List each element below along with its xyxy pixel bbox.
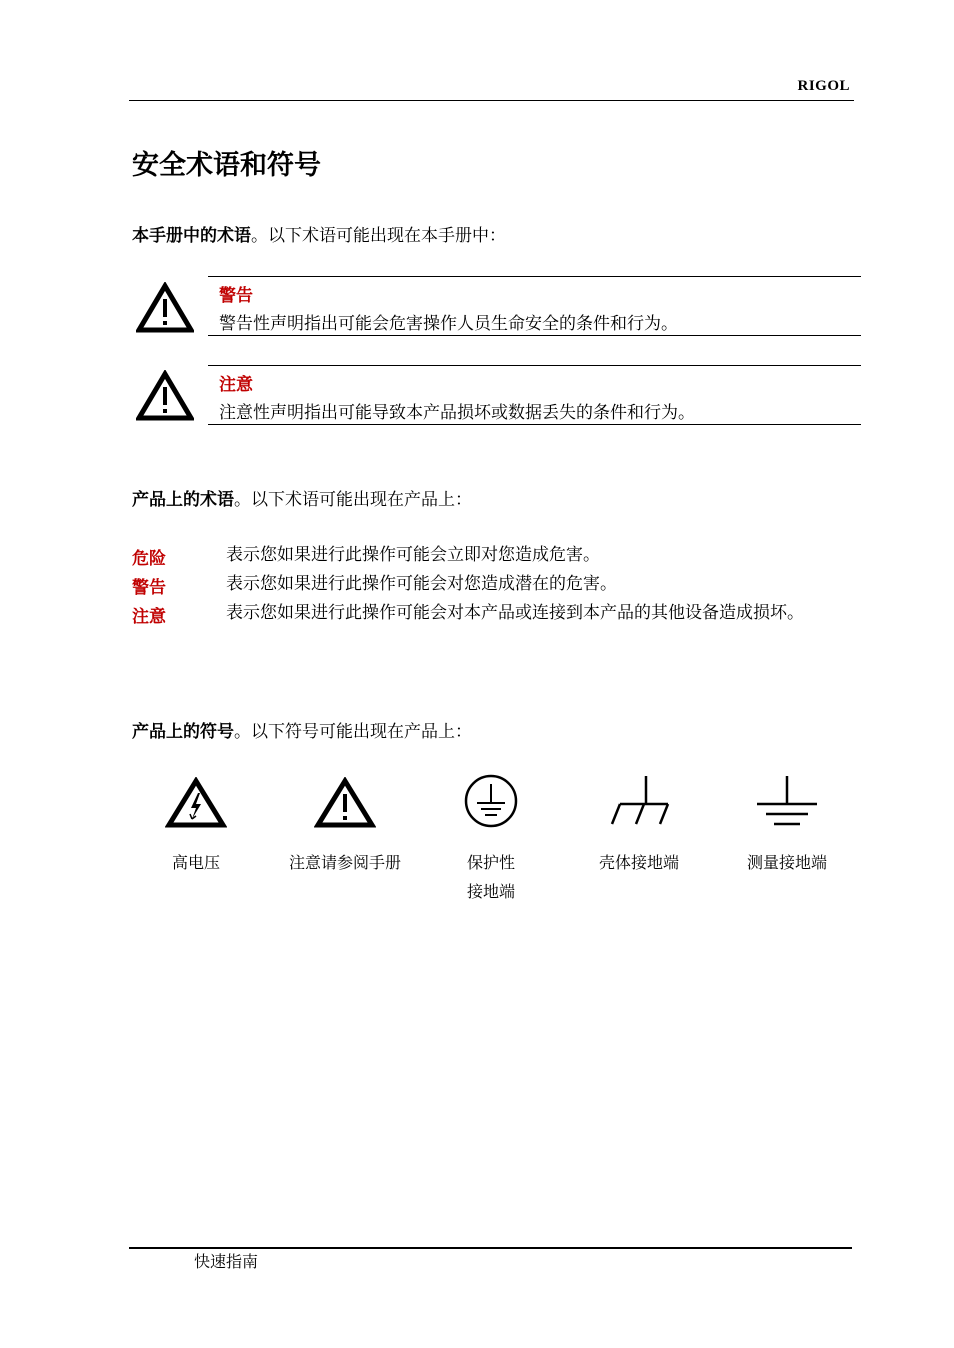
warning-notice-text: 警告性声明指出可能会危害操作人员生命安全的条件和行为。 <box>219 314 678 334</box>
header-brand: RIGOL <box>797 78 850 94</box>
measurement-ground-label: 测量接地端 <box>746 853 827 872</box>
term-danger-desc: 表示您如果进行此操作可能会立即对您造成危害。 <box>226 545 600 565</box>
caution-manual-icon <box>314 777 376 829</box>
product-terms-rest: 。以下术语可能出现在产品上： <box>234 490 472 510</box>
manual-terms-intro <box>132 221 506 246</box>
caution-notice <box>208 365 861 425</box>
manual-terms-lead: 本手册中的术语 <box>132 226 251 246</box>
protective-earth-label-line1: 保护性 <box>466 853 515 872</box>
warning-notice-title: 警告 <box>219 286 253 306</box>
header-rule <box>129 100 854 101</box>
footer-text: 快速指南 <box>194 1252 259 1271</box>
caution-notice-title: 注意 <box>219 375 253 395</box>
term-warning-desc: 表示您如果进行此操作可能会对您造成潜在的危害。 <box>226 574 617 594</box>
product-symbols-rest: 。以下符号可能出现在产品上： <box>234 722 472 742</box>
high-voltage-icon <box>165 777 227 829</box>
caution-manual-label: 注意请参阅手册 <box>288 853 401 872</box>
product-symbols-intro <box>132 717 472 742</box>
caution-notice-text: 注意性声明指出可能导致本产品损坏或数据丢失的条件和行为。 <box>219 403 695 423</box>
term-danger-label: 危险 <box>132 549 166 569</box>
warning-notice <box>208 276 861 336</box>
product-terms-lead: 产品上的术语 <box>132 490 234 510</box>
warning-icon <box>136 282 194 334</box>
manual-terms-rest: 。以下术语可能出现在本手册中： <box>251 226 506 246</box>
page-title: 安全术语和符号 <box>132 150 321 181</box>
high-voltage-label: 高电压 <box>171 853 220 872</box>
protective-earth-label-line2: 接地端 <box>466 882 515 901</box>
chassis-ground-label: 壳体接地端 <box>598 853 679 872</box>
measurement-ground-icon <box>754 774 820 828</box>
product-terms-intro <box>132 485 472 510</box>
product-symbols-lead: 产品上的符号 <box>132 722 234 742</box>
chassis-ground-icon <box>606 774 672 828</box>
term-warning-label: 警告 <box>132 578 166 598</box>
caution-icon <box>136 370 194 422</box>
term-caution-desc: 表示您如果进行此操作可能会对本产品或连接到本产品的其他设备造成损坏。 <box>226 603 804 623</box>
term-caution-label: 注意 <box>132 607 166 627</box>
protective-earth-icon <box>462 772 520 830</box>
